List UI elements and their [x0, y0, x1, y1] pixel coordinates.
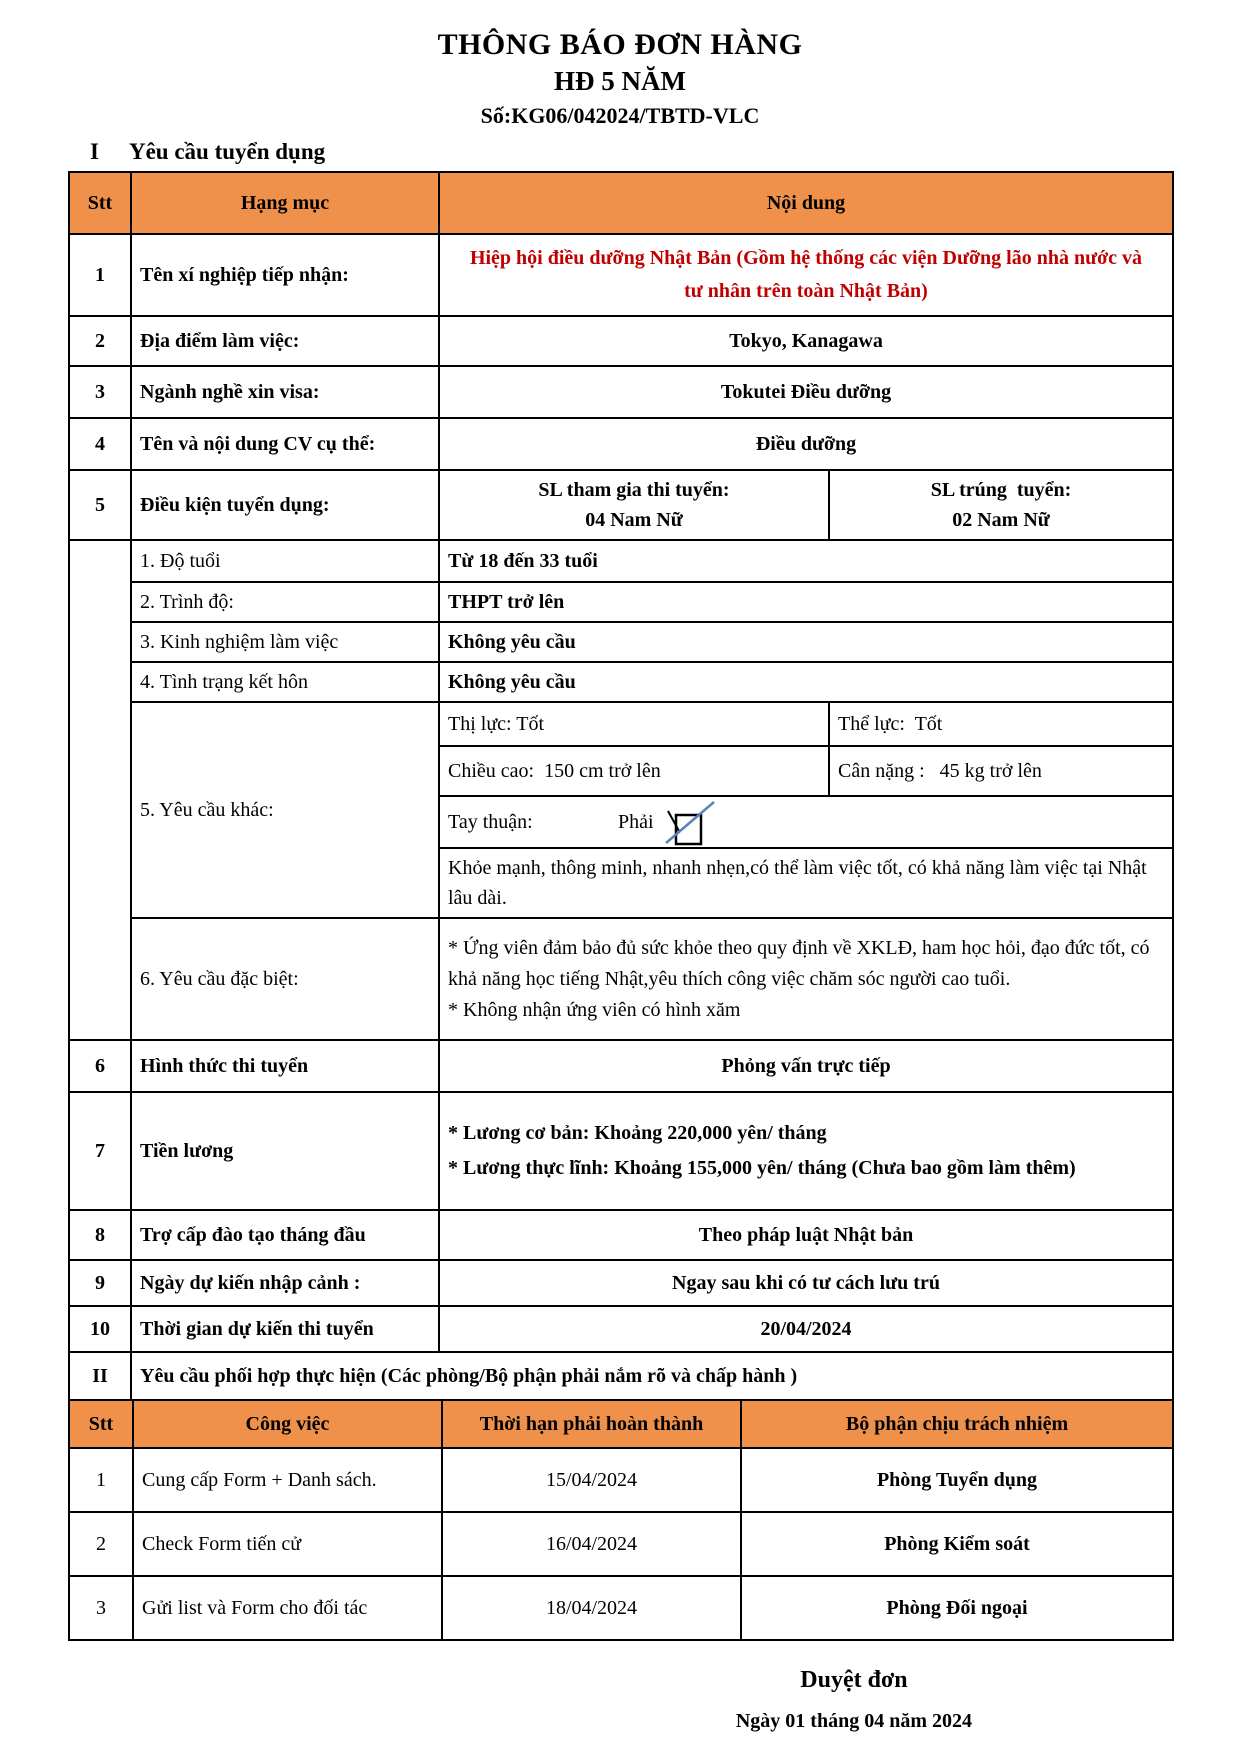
- section-i-title: Yêu cầu tuyển dụng: [128, 139, 326, 164]
- row-exam-date-stt: 10: [69, 1306, 131, 1352]
- height-value: Chiều cao: 150 cm trở lên: [439, 746, 829, 796]
- row-entry-date: [69, 1260, 1173, 1306]
- salary-net-line: * Lương thực lĩnh: Khoảng 155,000 yên/ tháng (Chưa bao gồm làm thêm): [448, 1157, 1076, 1179]
- sub-block-stt-spacer: [69, 540, 131, 1040]
- doc-title: THÔNG BÁO ĐƠN HÀNG: [437, 28, 803, 61]
- row-section-ii: [69, 1352, 1173, 1400]
- dominant-hand-label: Tay thuận:: [448, 810, 533, 833]
- task2-department: Phòng Kiểm soát: [741, 1512, 1173, 1576]
- task1-deadline: 15/04/2024: [442, 1448, 741, 1512]
- row-visa-stt: 3: [69, 366, 131, 418]
- special-requirements-label: 6. Yêu cầu đặc biệt:: [131, 918, 439, 1040]
- row-age: [69, 540, 1173, 582]
- row-age-value: Từ 18 đến 33 tuổi: [439, 540, 1173, 582]
- row-education-label: 2. Trình độ:: [131, 582, 439, 622]
- row-education: [69, 582, 1173, 622]
- section-i-heading: [90, 139, 1172, 165]
- task3-deadline: 18/04/2024: [442, 1576, 741, 1640]
- approval-date: Ngày 01 tháng 04 năm 2024: [735, 1710, 972, 1732]
- header-noi-dung: Nội dung: [439, 172, 1173, 234]
- row-visa-label: Ngành nghề xin visa:: [131, 366, 439, 418]
- task2-name: Check Form tiến cử: [133, 1512, 442, 1576]
- row-exam-format-label: Hình thức thi tuyển: [131, 1040, 439, 1092]
- special-requirement-line2: * Không nhận ứng viên có hình xăm: [448, 998, 741, 1021]
- weight-value: Cân nặng : 45 kg trở lên: [829, 746, 1173, 796]
- header2-stt: Stt: [69, 1400, 133, 1448]
- task1-stt: 1: [69, 1448, 133, 1512]
- task1-department: Phòng Tuyển dụng: [741, 1448, 1173, 1512]
- title-block: [68, 28, 1172, 129]
- row-conditions-stt: 5: [69, 470, 131, 540]
- header-stt: Stt: [69, 172, 131, 234]
- row-exam-format: [69, 1040, 1173, 1092]
- row-cv-label: Tên và nội dung CV cụ thể:: [131, 418, 439, 470]
- task-row: [69, 1448, 1173, 1512]
- special-requirement-line1: * Ứng viên đảm bảo đủ sức khỏe theo quy định về XKLĐ, ham học hỏi, đạo đức tốt, có khả năng học tiếng Nhật,yêu thích công việc chăm sóc người cao tuổi.: [448, 936, 1150, 990]
- row-entry-date-stt: 9: [69, 1260, 131, 1306]
- section-ii-title: Yêu cầu phối hợp thực hiện (Các phòng/Bộ phận phải nắm rõ và chấp hành ): [131, 1352, 1173, 1400]
- pass-quota-cell: [829, 470, 1173, 540]
- row-entry-date-label: Ngày dự kiến nhập cảnh :: [131, 1260, 439, 1306]
- recruitment-requirements-table: [68, 171, 1174, 1401]
- row-training-allowance-value: Theo pháp luật Nhật bản: [439, 1210, 1173, 1260]
- row-company-stt: 1: [69, 234, 131, 316]
- task2-deadline: 16/04/2024: [442, 1512, 741, 1576]
- task3-name: Gửi list và Form cho đối tác: [133, 1576, 442, 1640]
- row-location-value: Tokyo, Kanagawa: [439, 316, 1173, 366]
- dominant-hand-checkbox: [660, 799, 718, 845]
- health-requirement-text: Khỏe mạnh, thông minh, nhanh nhẹn,có thể làm việc tốt, có khả năng làm việc tại Nhật lâu dài.: [439, 848, 1173, 918]
- row-exam-date-value: 20/04/2024: [439, 1306, 1173, 1352]
- row-cv-stt: 4: [69, 418, 131, 470]
- row-company-label: Tên xí nghiệp tiếp nhận:: [131, 234, 439, 316]
- other-requirements-label: 5. Yêu cầu khác:: [131, 702, 439, 918]
- section-i-numeral: I: [90, 139, 99, 164]
- header2-bo-phan: Bộ phận chịu trách nhiệm: [741, 1400, 1173, 1448]
- approval-title: Duyệt đơn: [800, 1667, 908, 1693]
- row-salary-stt: 7: [69, 1092, 131, 1210]
- row-salary-label: Tiền lương: [131, 1092, 439, 1210]
- row-conditions: [69, 470, 1173, 540]
- coordination-table: [68, 1399, 1174, 1641]
- row-exam-format-value: Phỏng vấn trực tiếp: [439, 1040, 1173, 1092]
- vision-value: Thị lực: Tốt: [439, 702, 829, 746]
- row-experience: [69, 622, 1173, 662]
- task2-stt: 2: [69, 1512, 133, 1576]
- row-location-label: Địa điểm làm việc:: [131, 316, 439, 366]
- doc-number: Số:KG06/042024/TBTD-VLC: [480, 103, 760, 128]
- exam-quota-label: SL tham gia thi tuyển:: [538, 479, 730, 501]
- row-exam-date: [69, 1306, 1173, 1352]
- header-hang-muc: Hạng mục: [131, 172, 439, 234]
- row-salary: [69, 1092, 1173, 1210]
- contract-term: HĐ 5 NĂM: [554, 66, 686, 96]
- exam-quota-cell: [439, 470, 829, 540]
- table1-header-row: [69, 172, 1173, 234]
- row-training-allowance: [69, 1210, 1173, 1260]
- row-education-value: THPT trở lên: [439, 582, 1173, 622]
- row-cv: [69, 418, 1173, 470]
- task-row: [69, 1512, 1173, 1576]
- row-training-allowance-stt: 8: [69, 1210, 131, 1260]
- row-experience-label: 3. Kinh nghiệm làm việc: [131, 622, 439, 662]
- row-marital: [69, 662, 1173, 702]
- task-row: [69, 1576, 1173, 1640]
- dominant-hand-cell: [439, 796, 1173, 848]
- task3-stt: 3: [69, 1576, 133, 1640]
- row-training-allowance-label: Trợ cấp đào tạo tháng đầu: [131, 1210, 439, 1260]
- dominant-hand-value: Phải: [618, 810, 654, 833]
- exam-quota-value: 04 Nam Nữ: [585, 509, 683, 531]
- row-exam-date-label: Thời gian dự kiến thi tuyển: [131, 1306, 439, 1352]
- row-visa: [69, 366, 1173, 418]
- row-entry-date-value: Ngay sau khi có tư cách lưu trú: [439, 1260, 1173, 1306]
- row-visa-value: Tokutei Điều dưỡng: [439, 366, 1173, 418]
- row-location: [69, 316, 1173, 366]
- row-location-stt: 2: [69, 316, 131, 366]
- salary-base-line: * Lương cơ bản: Khoảng 220,000 yên/ tháng: [448, 1122, 827, 1144]
- row-vision-physique: [69, 702, 1173, 746]
- special-requirements-cell: [439, 918, 1173, 1040]
- row-experience-value: Không yêu cầu: [439, 622, 1173, 662]
- row-age-label: 1. Độ tuổi: [131, 540, 439, 582]
- row-company-value: Hiệp hội điều dưỡng Nhật Bản (Gồm hệ thống các viện Dưỡng lão nhà nước và tư nhân trên toàn Nhật Bản): [439, 234, 1173, 316]
- row-exam-format-stt: 6: [69, 1040, 131, 1092]
- table2-header-row: [69, 1400, 1173, 1448]
- task1-name: Cung cấp Form + Danh sách.: [133, 1448, 442, 1512]
- salary-cell: [439, 1092, 1173, 1210]
- pass-quota-value: 02 Nam Nữ: [952, 509, 1050, 531]
- row-marital-label: 4. Tình trạng kết hôn: [131, 662, 439, 702]
- section-ii-numeral: II: [69, 1352, 131, 1400]
- task3-department: Phòng Đối ngoại: [741, 1576, 1173, 1640]
- row-conditions-label: Điều kiện tuyển dụng:: [131, 470, 439, 540]
- approval-block: [68, 1667, 1172, 1733]
- physique-value: Thể lực: Tốt: [829, 702, 1173, 746]
- row-special: [69, 918, 1173, 1040]
- pass-quota-label: SL trúng tuyển:: [930, 479, 1072, 501]
- row-marital-value: Không yêu cầu: [439, 662, 1173, 702]
- header2-thoi-han: Thời hạn phải hoàn thành: [442, 1400, 741, 1448]
- header2-cong-viec: Công việc: [133, 1400, 442, 1448]
- row-cv-value: Điều dưỡng: [439, 418, 1173, 470]
- row-company: [69, 234, 1173, 316]
